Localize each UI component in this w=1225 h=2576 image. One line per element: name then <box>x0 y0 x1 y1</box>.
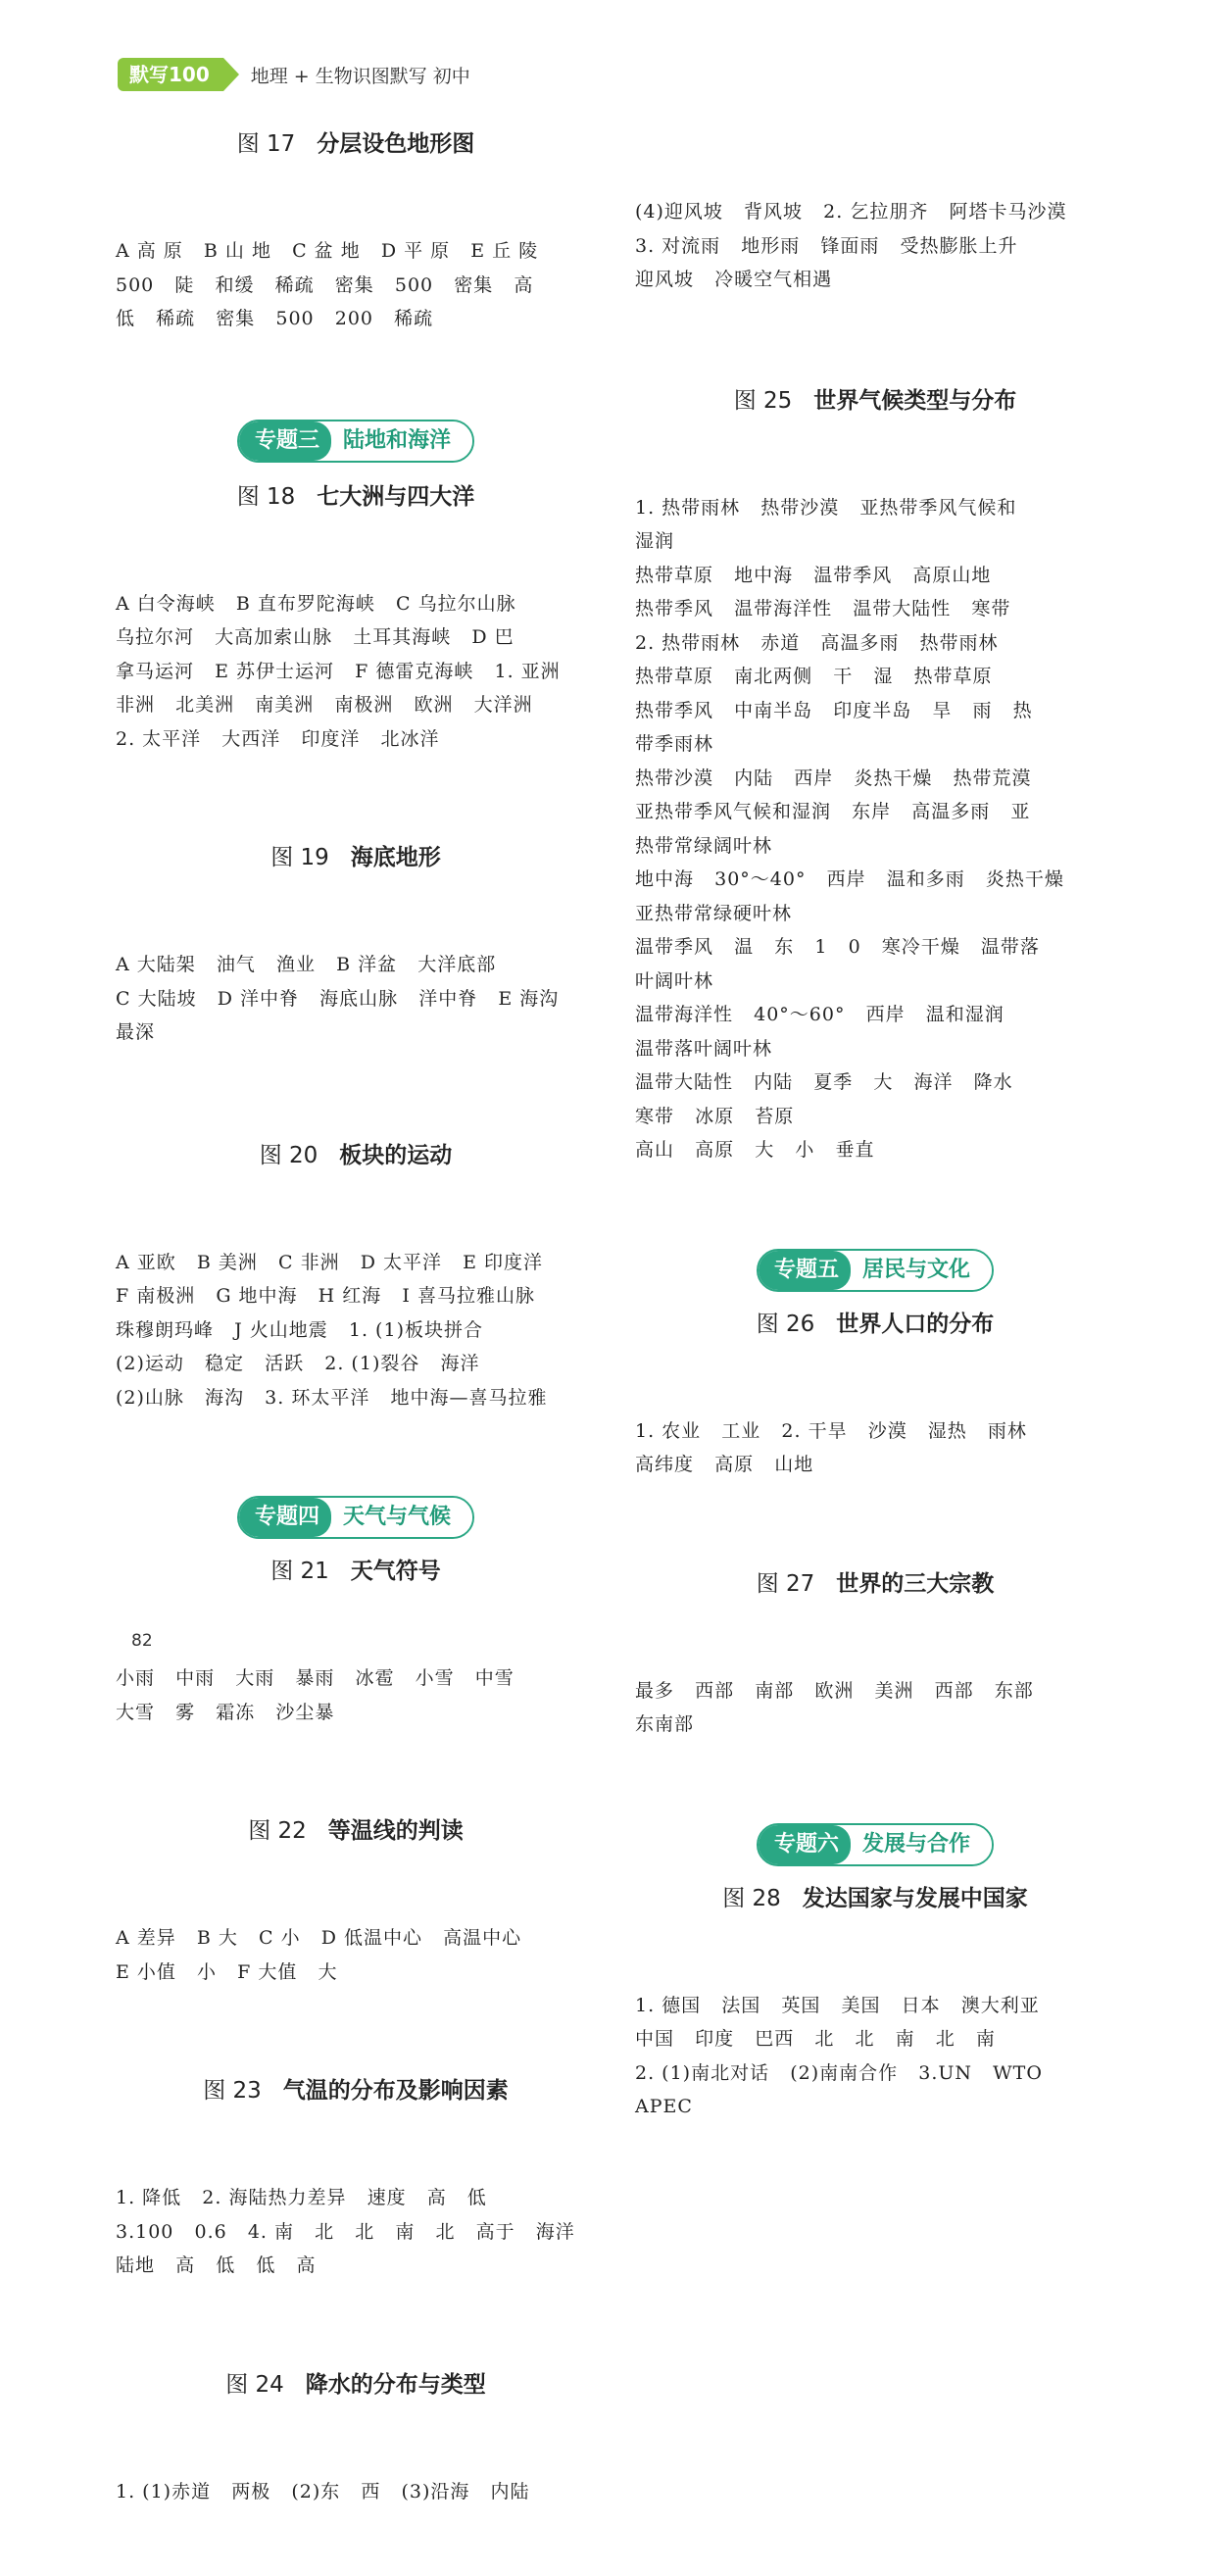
topic-banner: 专题四 天气与气候 <box>237 1496 474 1539</box>
figure-title: 图 21 天气符号 <box>116 1555 596 1588</box>
right-column <box>635 127 1115 2192</box>
answer-block: 1. (1)赤道 两极 (2)东 西 (3)沿海 内陆 <box>116 2407 596 2576</box>
figure-title: 图 27 世界的三大宗教 <box>635 1567 1115 1601</box>
page-header <box>118 57 470 92</box>
figure-title: 图 22 等温线的判读 <box>116 1814 596 1848</box>
figure-title: 图 24 降水的分布与类型 <box>116 2368 596 2402</box>
answer-block: A 亚欧 B 美洲 C 非洲 D 太平洋 E 印度洋 F 南极洲 G 地中海 H 红海 I 喜马拉雅山脉 珠穆朗玛峰 J 火山地震 1. (1)板块拼合 (2)运动 稳定 活跃 2. (1)裂谷 海洋 (2)山脉 海沟 3. 环太平洋 地中海—喜马拉雅 <box>116 1178 596 1483</box>
figure-title: 图 20 板块的运动 <box>116 1139 596 1172</box>
answer-block: 1. 热带雨林 热带沙漠 亚热带季风气候和 湿润 热带草原 地中海 温带季风 高原山地 热带季风 温带海洋性 温带大陆性 寒带 2. 热带雨林 赤道 高温多雨 热带雨林 热带草原 南北两侧 干 湿 热带草原 热带季风 中南半岛 印度半岛 旱 雨 热 带季雨林 热带沙漠 内陆 西岸 炎热干燥 热带荒漠 亚热带季风气候和湿润 东岸 高温多雨 亚 热带常绿阔叶林 地中海 30°～40° 西岸 温和多雨 炎热干燥 亚热带常绿硬叶林 温带季风 温 东 1 0 寒冷干燥 温带落 叶阔叶林 温带海洋性 40°～60° 西岸 温和湿润 温带落叶阔叶林 温带大陆性 内陆 夏季 大 海洋 降水 寒带 冰原 苔原 高山 高原 大 小 垂直 <box>635 423 1115 1235</box>
answer-block: 1. 降低 2. 海陆热力差异 速度 高 低 3.100 0.6 4. 南 北 北 南 北 高于 海洋 陆地 高 低 低 高 <box>116 2113 596 2351</box>
answer-block: (4)迎风坡 背风坡 2. 乞拉朋齐 阿塔卡马沙漠 3. 对流雨 地形雨 锋面雨 受热膨胀上升 迎风坡 冷暖空气相遇 <box>635 127 1115 365</box>
figure-title: 图 26 世界人口的分布 <box>635 1308 1115 1341</box>
answer-block: A 高 原 B 山 地 C 盆 地 D 平 原 E 丘 陵 500 陡 和缓 稀疏 密集 500 密集 高 低 稀疏 密集 500 200 稀疏 <box>116 167 596 404</box>
topic-banner: 专题六 发展与合作 <box>757 1823 994 1866</box>
page-number: 82 <box>131 1631 153 1651</box>
topic-banner: 专题三 陆地和海洋 <box>237 420 474 463</box>
figure-title: 图 19 海底地形 <box>116 841 596 874</box>
figure-title: 图 25 世界气候类型与分布 <box>635 384 1115 418</box>
series-badge: 默写100 <box>118 58 223 91</box>
figure-title: 图 17 分层设色地形图 <box>116 127 596 161</box>
left-column <box>116 127 596 2576</box>
book-subject: 地理 + 生物识图默写 初中 <box>251 62 470 88</box>
answer-block: 1. 德国 法国 英国 美国 日本 澳大利亚 中国 印度 巴西 北 北 南 北 南 2. (1)南北对话 (2)南南合作 3.UN WTO APEC <box>635 1921 1115 2192</box>
answer-block: A 差异 B 大 C 小 D 低温中心 高温中心 E 小值 小 F 大值 大 <box>116 1854 596 2056</box>
figure-title: 图 18 七大洲与四大洋 <box>116 480 596 514</box>
answer-block: A 白令海峡 B 直布罗陀海峡 C 乌拉尔山脉 乌拉尔河 大高加索山脉 土耳其海峡 D 巴 拿马运河 E 苏伊士运河 F 德雷克海峡 1. 亚洲 非洲 北美洲 南美洲 南极洲 欧洲 大洋洲 2. 太平洋 大西洋 印度洋 北冰洋 <box>116 520 596 824</box>
answer-block: 小雨 中雨 大雨 暴雨 冰雹 小雪 中雪 大雪 雾 霜冻 沙尘暴 <box>116 1594 596 1797</box>
answer-block: 最多 西部 南部 欧洲 美洲 西部 东部 东南部 <box>635 1607 1115 1809</box>
figure-title: 图 23 气温的分布及影响因素 <box>116 2074 596 2107</box>
answer-block: 1. 农业 工业 2. 干旱 沙漠 湿热 雨林 高纬度 高原 山地 <box>635 1347 1115 1550</box>
figure-title: 图 28 发达国家与发展中国家 <box>635 1882 1115 1915</box>
answer-block: A 大陆架 油气 渔业 B 洋盆 大洋底部 C 大陆坡 D 洋中脊 海底山脉 洋中脊 E 海沟 最深 <box>116 880 596 1117</box>
topic-banner: 专题五 居民与文化 <box>757 1249 994 1292</box>
